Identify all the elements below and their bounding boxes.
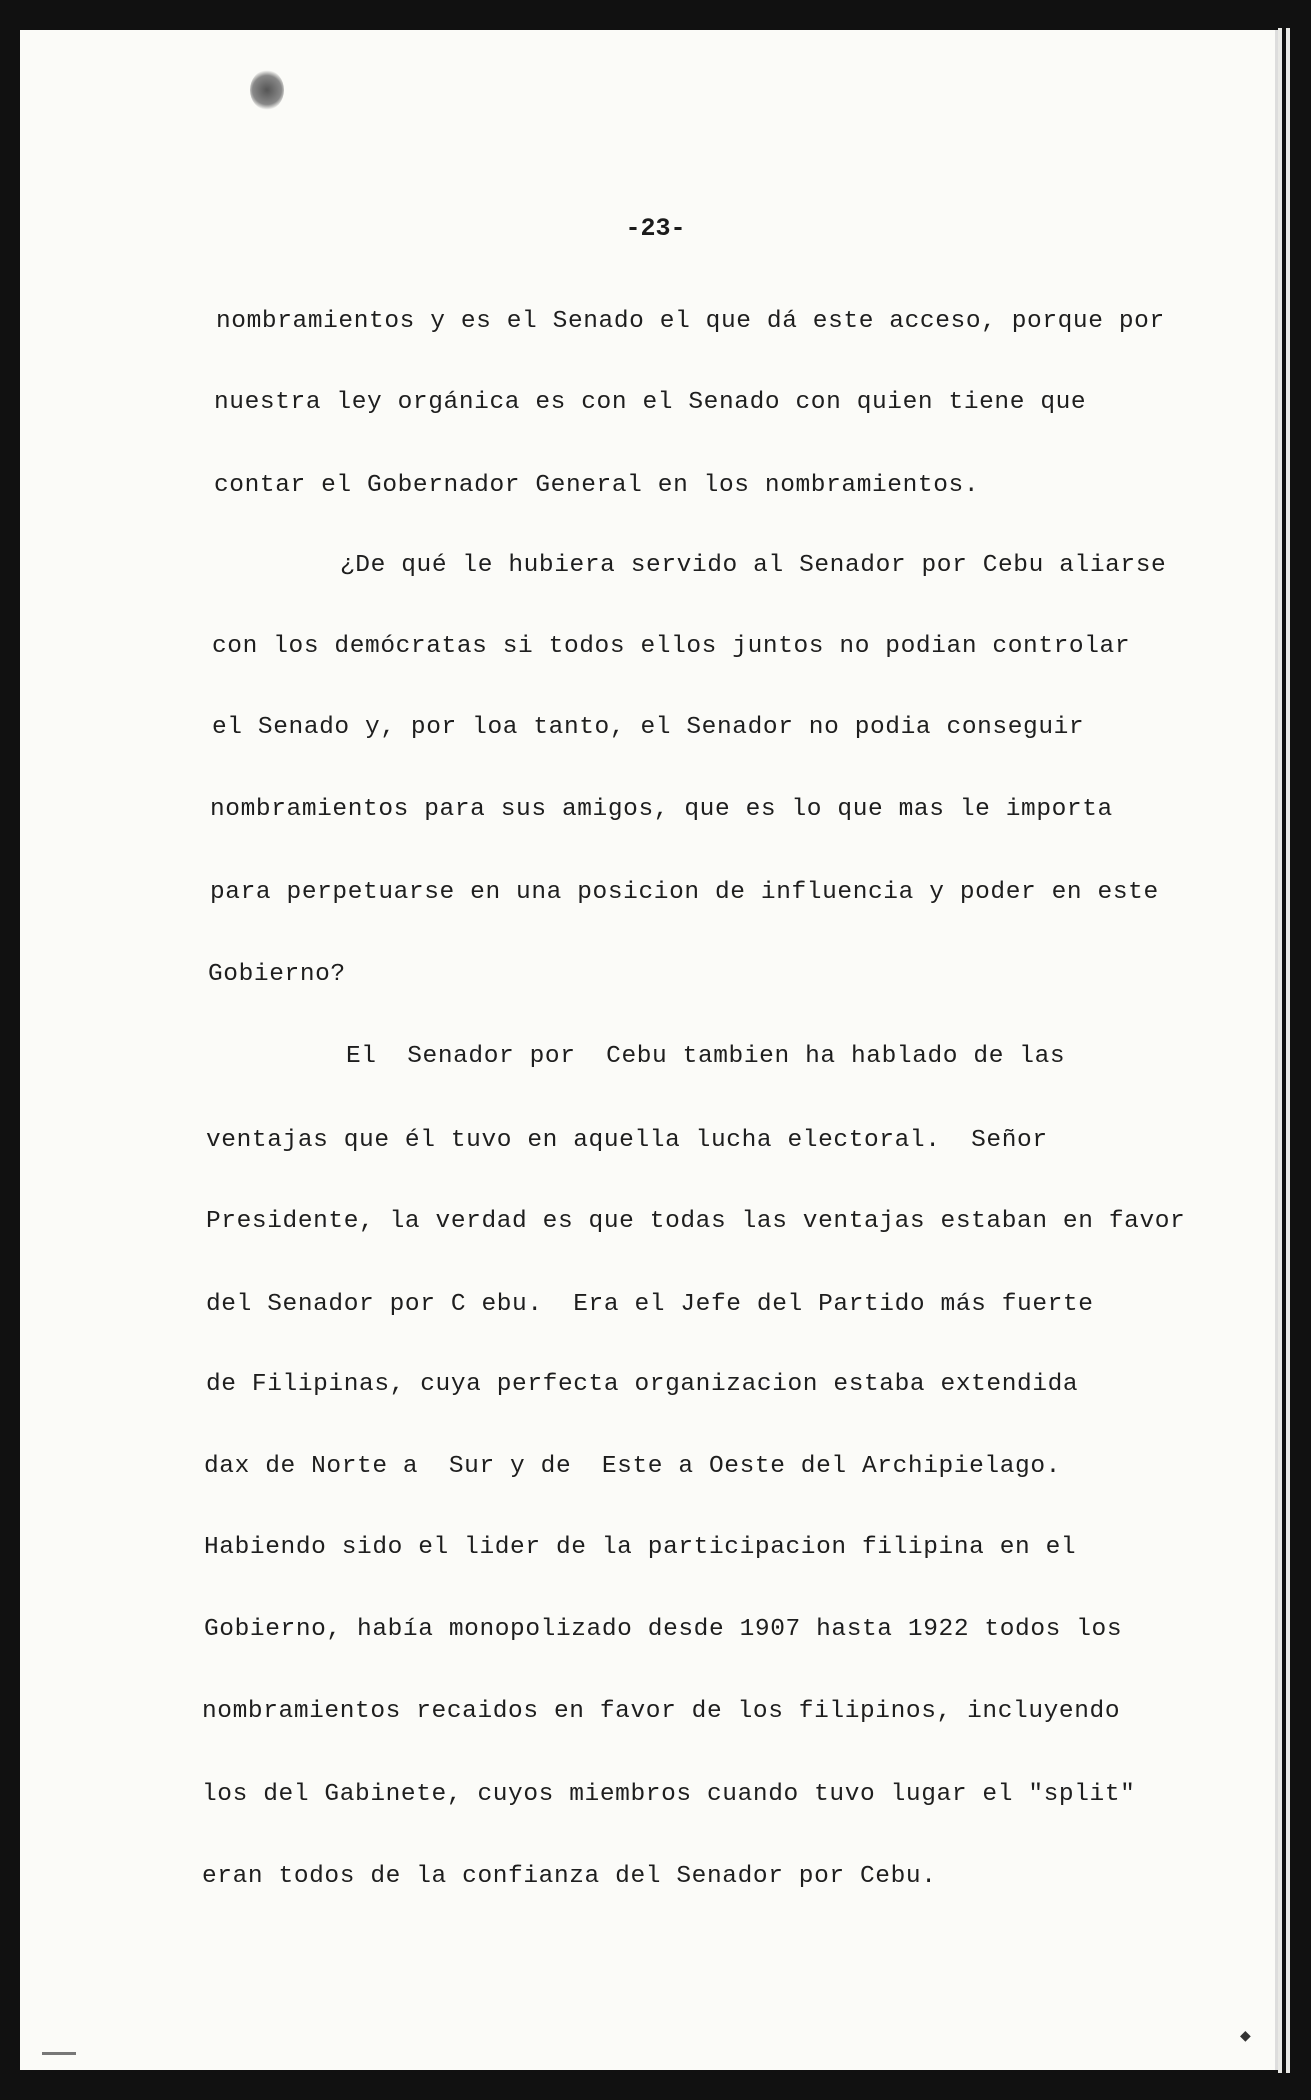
page-stack-edge [1286, 28, 1290, 2073]
text-line: de Filipinas, cuya perfecta organizacion estaba extendida [206, 1371, 1079, 1398]
page-stack-edge [1278, 28, 1282, 2073]
text-line: nombramientos para sus amigos, que es lo que mas le importa [210, 796, 1113, 823]
text-line: ¿De qué le hubiera servido al Senador por Cebu aliarse [340, 552, 1167, 579]
text-line: con los demócratas si todos ellos juntos no podian controlar [212, 633, 1131, 660]
footer-scribble [42, 2052, 76, 2055]
corner-diamond-icon: ◆ [1240, 2028, 1251, 2044]
text-line: para perpetuarse en una posicion de influencia y poder en este [210, 879, 1159, 906]
page-number: -23- [625, 214, 686, 243]
text-line: eran todos de la confianza del Senador por Cebu. [202, 1863, 937, 1890]
text-line: Presidente, la verdad es que todas las ventajas estaban en favor [206, 1208, 1186, 1235]
text-line: El Senador por Cebu tambien ha hablado de las [346, 1043, 1066, 1070]
text-line: Habiendo sido el lider de la participacion filipina en el [204, 1534, 1077, 1561]
text-line: nuestra ley orgánica es con el Senado con quien tiene que [214, 389, 1087, 416]
text-line: ventajas que él tuvo en aquella lucha electoral. Señor [206, 1127, 1048, 1154]
text-line: el Senado y, por loa tanto, el Senador no podia conseguir [212, 714, 1085, 741]
text-line: los del Gabinete, cuyos miembros cuando tuvo lugar el "split" [202, 1781, 1136, 1808]
text-line: dax de Norte a Sur y de Este a Oeste del Archipielago. [204, 1453, 1061, 1480]
text-line: Gobierno, había monopolizado desde 1907 hasta 1922 todos los [204, 1616, 1123, 1643]
text-line: del Senador por C ebu. Era el Jefe del Partido más fuerte [206, 1291, 1094, 1318]
text-line: nombramientos recaidos en favor de los filipinos, incluyendo [202, 1698, 1121, 1725]
text-line: Gobierno? [208, 961, 346, 988]
text-line: nombramientos y es el Senado el que dá este acceso, porque por [216, 308, 1165, 335]
punch-hole-mark [250, 70, 284, 110]
text-line: contar el Gobernador General en los nombramientos. [214, 472, 980, 499]
